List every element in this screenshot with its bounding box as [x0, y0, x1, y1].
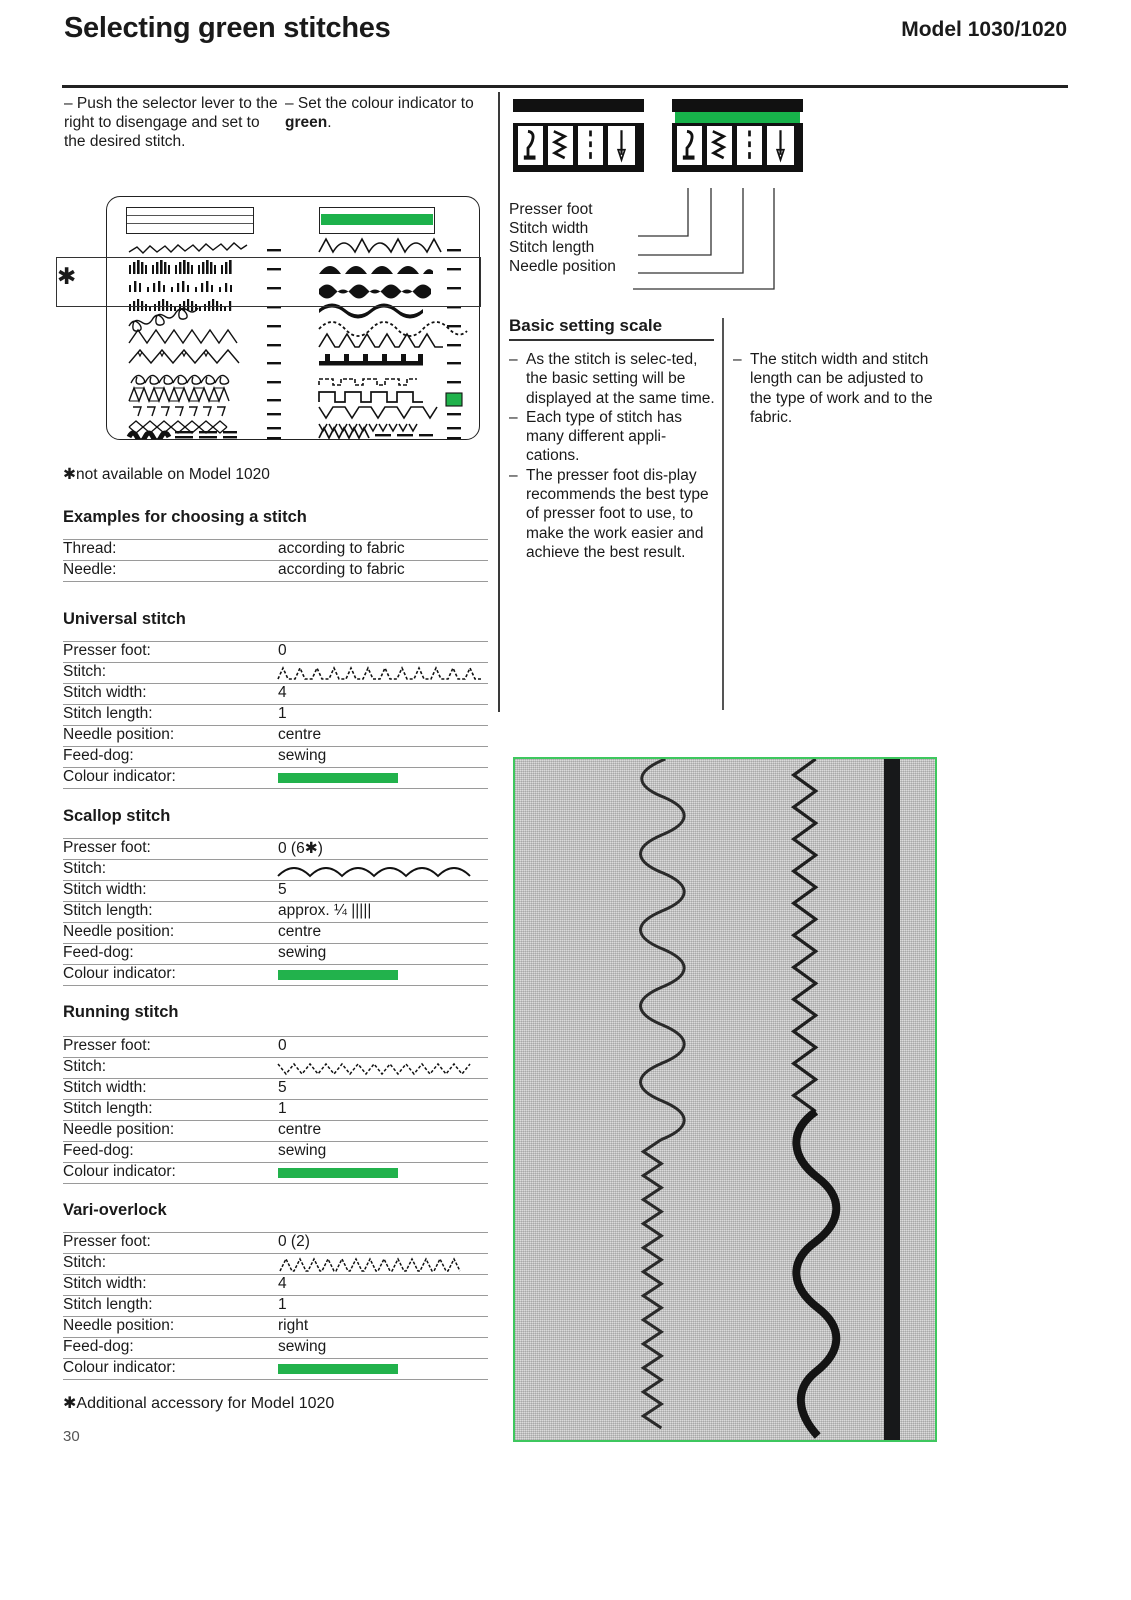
stitch-preview-running	[276, 1058, 488, 1078]
selector-green-fill	[321, 214, 433, 225]
row-label: Stitch length:	[63, 1100, 153, 1117]
table-row	[63, 1163, 488, 1184]
table-row	[63, 838, 488, 860]
table-row	[63, 1232, 488, 1254]
photo-stitch-lines	[515, 759, 935, 1440]
selector-swatch-white	[126, 207, 254, 234]
colour-indicator-swatch	[278, 773, 398, 783]
table-row	[63, 944, 488, 965]
row-label: Stitch length:	[63, 1296, 153, 1313]
row-label: Needle position:	[63, 726, 175, 743]
row-label: Needle position:	[63, 1317, 175, 1334]
model-label: Model 1030/1020	[901, 18, 1067, 41]
needle-position-icon	[608, 126, 635, 165]
row-label: Needle position:	[63, 923, 175, 940]
display-top-bar	[513, 99, 644, 112]
intro-text-selector-lever: – Push the selector lever to the right to disengage and set to the desired stitch.	[64, 95, 278, 150]
row-value: centre	[278, 1121, 322, 1138]
basic-setting-item: – As the stitch is selec-ted, the basic setting will be displayed at the same time.	[509, 350, 717, 408]
table-row	[63, 1338, 488, 1359]
colour-indicator-swatch	[278, 970, 398, 980]
scallop-stitch-heading: Scallop stitch	[63, 807, 171, 825]
row-label: Feed-dog:	[63, 944, 134, 961]
stitch-selector-chart[interactable]	[106, 196, 480, 440]
table-row	[63, 663, 488, 684]
intro-colour-post: .	[327, 114, 332, 131]
cell-presser-foot	[518, 126, 543, 165]
basic-setting-item: – The presser foot dis-play recommends the best type of presser foot to use, to make the work easier and achieve the best result.	[509, 466, 717, 562]
table-row	[63, 705, 488, 726]
presser-foot-icon	[518, 126, 543, 165]
table-row	[63, 1317, 488, 1338]
cell-needle-position	[608, 126, 635, 165]
row-label: Feed-dog:	[63, 1338, 134, 1355]
table-row	[63, 768, 488, 789]
display-cell-row	[672, 123, 803, 172]
row-value: 0 (2)	[278, 1233, 310, 1250]
cell-stitch-length	[578, 126, 603, 165]
stitch-width-icon	[707, 126, 732, 165]
cell-stitch-width	[548, 126, 573, 165]
row-value: 1	[278, 1100, 287, 1117]
cell-presser-foot	[677, 126, 702, 165]
row-value: 4	[278, 1275, 287, 1292]
row-label: Colour indicator:	[63, 1163, 176, 1180]
cell-stitch-length	[737, 126, 762, 165]
row-label: Needle:	[63, 561, 117, 578]
row-label: Feed-dog:	[63, 1142, 134, 1159]
basic-setting-divider	[722, 318, 724, 710]
row-value: 5	[278, 1079, 287, 1096]
table-row	[63, 747, 488, 768]
table-row	[63, 539, 488, 561]
header-divider	[62, 85, 1068, 88]
colour-indicator-strip-green	[675, 112, 800, 123]
row-label: Stitch:	[63, 1254, 107, 1271]
row-value: 0	[278, 642, 287, 659]
row-label: Colour indicator:	[63, 965, 176, 982]
table-row	[63, 1121, 488, 1142]
machine-display-green	[672, 99, 803, 172]
basic-setting-item: – Each type of stitch has many different appli-cations.	[509, 408, 717, 466]
needle-position-icon	[767, 126, 794, 165]
colour-indicator-swatch	[278, 1364, 398, 1374]
page-number: 30	[63, 1428, 80, 1445]
row-value: approx. ¼ |||||	[278, 902, 372, 919]
table-row	[63, 902, 488, 923]
table-row	[63, 726, 488, 747]
row-label: Thread:	[63, 540, 117, 557]
row-label: Presser foot:	[63, 1233, 151, 1250]
table-row	[63, 1359, 488, 1380]
row-label: Stitch length:	[63, 705, 153, 722]
row-value: according to fabric	[278, 561, 405, 578]
cell-stitch-width	[707, 126, 732, 165]
stitch-length-icon	[578, 126, 603, 165]
row-value: 1	[278, 705, 287, 722]
row-label: Stitch length:	[63, 902, 153, 919]
row-value: 5	[278, 881, 287, 898]
row-label: Stitch:	[63, 860, 107, 877]
row-value: sewing	[278, 1338, 327, 1355]
row-label: Feed-dog:	[63, 747, 134, 764]
stitch-length-icon	[737, 126, 762, 165]
row-label: Stitch width:	[63, 1275, 147, 1292]
starred-rows-callout-box	[56, 257, 481, 307]
table-row	[63, 965, 488, 986]
asterisk-marker: ✱	[57, 263, 77, 289]
examples-heading: Examples for choosing a stitch	[63, 508, 307, 526]
table-row	[63, 1142, 488, 1163]
universal-stitch-heading: Universal stitch	[63, 610, 186, 628]
row-label: Needle position:	[63, 1121, 175, 1138]
basic-setting-left-column	[509, 350, 717, 562]
stitch-preview-overlock	[276, 1254, 488, 1274]
table-row	[63, 1079, 488, 1100]
row-value: sewing	[278, 1142, 327, 1159]
running-stitch-heading: Running stitch	[63, 1003, 179, 1021]
intro-colour-word: green	[285, 114, 328, 131]
presser-foot-icon	[677, 126, 702, 165]
intro-colour-pre: – Set the colour indicator to	[285, 95, 474, 112]
table-row	[63, 641, 488, 663]
stitch-sample-photo	[513, 757, 937, 1442]
display-cell-row	[513, 123, 644, 172]
row-label: Stitch width:	[63, 1079, 147, 1096]
note-not-available: ✱not available on Model 1020	[63, 466, 270, 483]
row-value: centre	[278, 726, 322, 743]
row-value: 0 (6✱)	[278, 840, 323, 857]
row-label: Presser foot:	[63, 839, 151, 856]
row-value: 4	[278, 684, 287, 701]
row-label: Colour indicator:	[63, 1359, 176, 1376]
basic-setting-heading: Basic setting scale	[509, 316, 663, 335]
table-row	[63, 1254, 488, 1275]
universal-stitch-table	[63, 641, 488, 789]
cell-needle-position	[767, 126, 794, 165]
colour-indicator-swatch	[278, 1168, 398, 1178]
stitch-preview-universal	[276, 663, 488, 683]
intro-text-colour-indicator	[285, 94, 490, 132]
selector-swatch-green	[319, 207, 435, 234]
note-additional-accessory: ✱Additional accessory for Model 1020	[63, 1395, 335, 1412]
row-label: Stitch:	[63, 1058, 107, 1075]
scallop-stitch-table	[63, 838, 488, 986]
table-row	[63, 881, 488, 902]
table-row	[63, 923, 488, 944]
machine-display-white	[513, 99, 644, 172]
row-label: Colour indicator:	[63, 768, 176, 785]
row-label: Stitch width:	[63, 684, 147, 701]
label-stitch-length: Stitch length	[509, 239, 595, 256]
page-title: Selecting green stitches	[64, 12, 391, 44]
colour-indicator-strip-white	[516, 112, 641, 123]
row-value: sewing	[278, 944, 327, 961]
examples-table	[63, 539, 488, 582]
label-stitch-width: Stitch width	[509, 220, 589, 237]
table-row	[63, 561, 488, 582]
row-label: Stitch:	[63, 663, 107, 680]
basic-setting-right-column	[733, 350, 938, 427]
row-value: 0	[278, 1037, 287, 1054]
display-top-bar	[672, 99, 803, 112]
row-value: according to fabric	[278, 540, 405, 557]
table-row	[63, 1036, 488, 1058]
row-value: right	[278, 1317, 309, 1334]
dark-seam-band	[884, 759, 900, 1440]
vari-overlock-heading: Vari-overlock	[63, 1201, 167, 1219]
display-label-list	[509, 200, 809, 290]
basic-setting-underline	[509, 339, 714, 341]
row-label: Presser foot:	[63, 1037, 151, 1054]
label-needle-position: Needle position	[509, 258, 616, 275]
row-label: Presser foot:	[63, 642, 151, 659]
table-row	[63, 860, 488, 881]
label-presser-foot: Presser foot	[509, 201, 593, 218]
table-row	[63, 1275, 488, 1296]
basic-setting-item: – The stitch width and stitch length can be adjusted to the type of work and to the fabric.	[733, 350, 938, 427]
selected-stitch-marker	[446, 393, 462, 406]
row-value: centre	[278, 923, 322, 940]
table-row	[63, 1296, 488, 1317]
stitch-preview-scallop	[276, 860, 488, 880]
table-row	[63, 1058, 488, 1079]
row-label: Stitch width:	[63, 881, 147, 898]
row-value: 1	[278, 1296, 287, 1313]
running-stitch-table	[63, 1036, 488, 1184]
table-row	[63, 684, 488, 705]
vari-overlock-table	[63, 1232, 488, 1380]
row-value: sewing	[278, 747, 327, 764]
table-row	[63, 1100, 488, 1121]
stitch-width-icon	[548, 126, 573, 165]
